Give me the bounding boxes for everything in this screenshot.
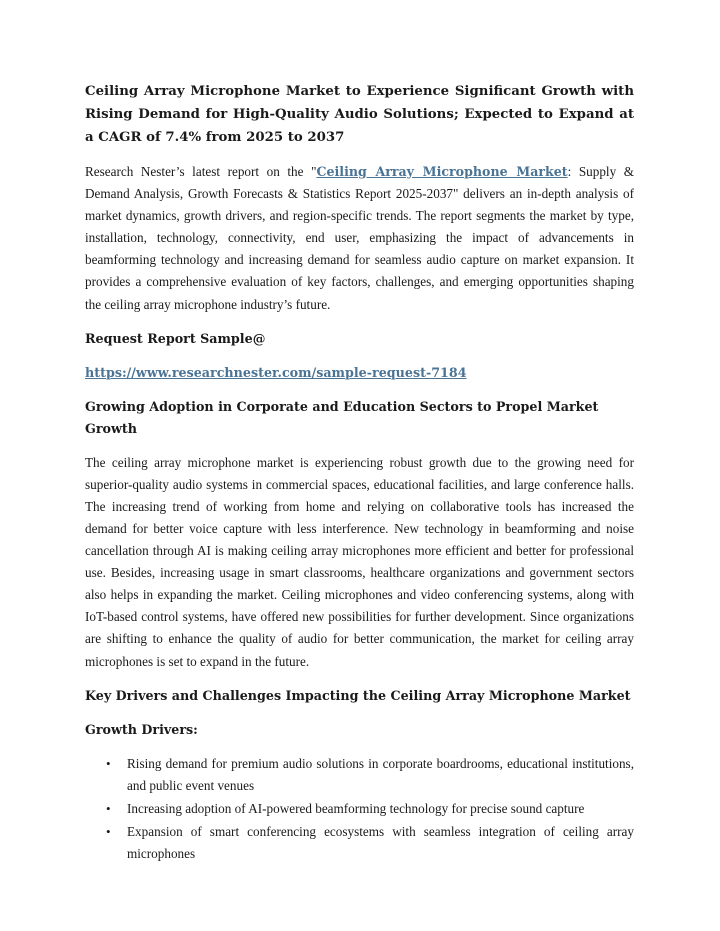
intro-text-after: : Supply & Demand Analysis, Growth Forecasts & Statistics Report 2025-2037" delivers an in-depth analysis of market dynamics, growth drivers, and region-specific trends. The report segments the market by type, installation, technology, connectivity, end user, emphasizing the impact of advancements in beamforming technology and increasing demand for seamless audio capture on market expansion. It provides a comprehensive evaluation of key factors, challenges, and emerging opportunities shaping the ceiling array microphone industry’s future.	[85, 164, 635, 312]
bullet-icon: •	[106, 755, 111, 771]
list-item-text: Increasing adoption of AI-powered beamforming technology for precise sound capture	[127, 800, 585, 816]
sample-request-link[interactable]: https://www.researchnester.com/sample-request-7184	[85, 364, 467, 380]
document-title: Ceiling Array Microphone Market to Experience Significant Growth with Rising Demand for High-Quality Audio Solutions; Expected to Expand at a CAGR of 7.4% from 2025 to 2037	[85, 84, 634, 145]
section-heading-drivers-challenges: Key Drivers and Challenges Impacting the Ceiling Array Microphone Market	[85, 687, 631, 703]
intro-paragraph	[85, 161, 634, 316]
market-report-link[interactable]: Ceiling Array Microphone Market	[316, 164, 568, 179]
bullet-icon: •	[106, 800, 111, 816]
list-item	[106, 753, 634, 797]
growth-drivers-subheading: Growth Drivers:	[85, 721, 198, 737]
intro-text-before: Research Nester’s latest report on the "	[85, 164, 317, 179]
list-item	[106, 821, 634, 865]
list-item-text: Rising demand for premium audio solutions in corporate boardrooms, educational institutions, and public event venues	[127, 755, 634, 793]
list-item	[106, 798, 634, 820]
section-heading-growth-adoption: Growing Adoption in Corporate and Education Sectors to Propel Market Growth	[85, 398, 599, 436]
growth-drivers-list	[85, 753, 634, 865]
request-sample-heading: Request Report Sample@	[85, 330, 266, 346]
growth-adoption-paragraph: The ceiling array microphone market is experiencing robust growth due to the growing need for superior-quality audio systems in commercial spaces, educational facilities, and large conference halls. The increasing trend of working from home and relying on collaborative tools has increased the demand for better voice capture with less interference. New technology in beamforming and noise cancellation through AI is making ceiling array microphones more efficient and better for professional use. Besides, increasing usage in smart classrooms, healthcare organizations and government sectors also helps in expanding the market. Ceiling microphones and video conferencing systems, along with IoT-based control systems, have offered new possibilities for further development. Since organizations are shifting to enhance the quality of audio for better communication, the market for ceiling array microphones is set to expand in the future.	[85, 454, 634, 669]
list-item-text: Expansion of smart conferencing ecosystems with seamless integration of ceiling array microphones	[127, 823, 634, 861]
bullet-icon: •	[106, 823, 111, 839]
